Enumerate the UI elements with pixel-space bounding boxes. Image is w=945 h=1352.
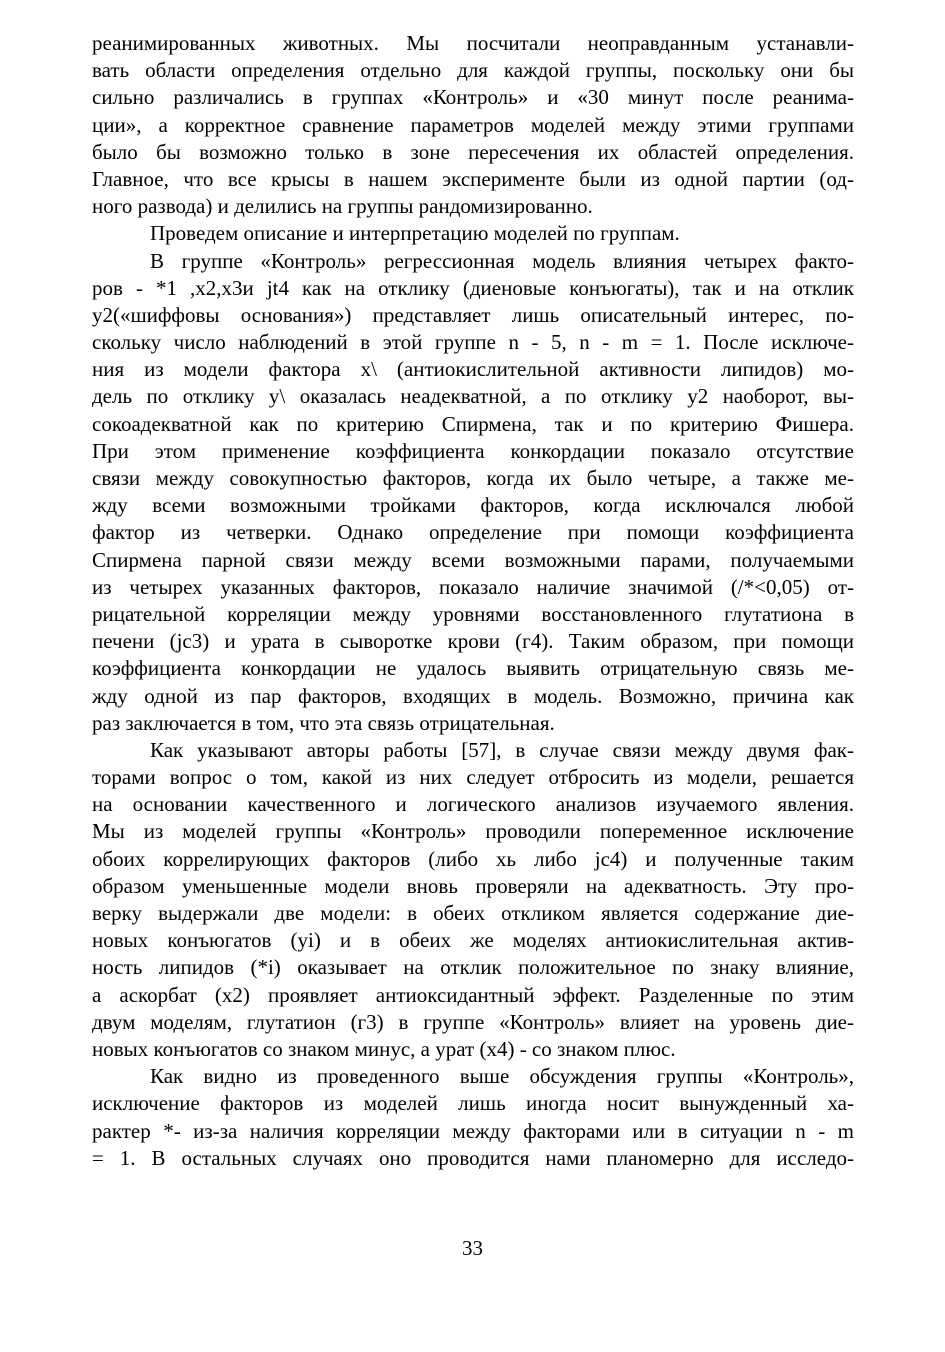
paragraph-2 [92, 220, 854, 247]
text-line: ность липидов (*i) оказывает на отклик положительное по знаку влияние, [92, 955, 854, 980]
text-line: жду всеми возможными тройками факторов, когда исключался любой [92, 493, 854, 518]
text-line: В группе «Контроль» регрессионная модель влияния четырех факто- [150, 248, 854, 273]
text-line: коэффициента конкордации не удалось выявить отрицательную связь ме- [92, 656, 854, 681]
text-line: ния из модели фактора x\ (антиокислительной активности липидов) мо- [92, 357, 854, 382]
text-line: Как указывают авторы работы [57], в случае связи между двумя фак- [150, 737, 854, 762]
text-line: = 1. В остальных случаях оно проводится нами планомерно для исследо- [92, 1145, 854, 1170]
text-line: ного развода) и делились на группы рандомизированно. [92, 194, 593, 219]
text-line: фактор из четверки. Однако определение при помощи коэффициента [92, 520, 854, 545]
text-line: Проведем описание и интерпретацию моделей по группам. [150, 221, 680, 246]
paragraph-3 [92, 248, 854, 737]
text-line: двум моделям, глутатион (г3) в группе «Контроль» влияет на уровень дие- [92, 1009, 854, 1034]
text-line: вать области определения отдельно для каждой группы, поскольку они бы [92, 58, 854, 83]
page-body [92, 30, 854, 1172]
text-line: сильно различались в группах «Контроль» и «30 минут после реанима- [92, 85, 854, 110]
text-line: исключение факторов из моделей лишь иногда носит вынужденный ха- [92, 1091, 854, 1116]
paragraph-1 [92, 30, 854, 220]
text-line: дель по отклику y\ оказалась неадекватной, а по отклику y2 наоборот, вы- [92, 384, 854, 409]
text-line: было бы возможно только в зоне пересечения их областей определения. [92, 139, 854, 164]
text-line: верку выдержали две модели: в обеих откликом является содержание дие- [92, 901, 854, 925]
text-line: из четырех указанных факторов, показало наличие значимой (/*<0,05) от- [92, 574, 854, 599]
text-line: сокоадекватной как по критерию Спирмена, так и по критерию Фишера. [92, 411, 854, 436]
text-line: рактер *- из-за наличия корреляции между факторами или в ситуации n - m [92, 1118, 854, 1143]
text-line: Спирмена парной связи между всеми возможными парами, получаемыми [92, 547, 854, 572]
paragraph-5 [92, 1063, 854, 1172]
text-line: обоих коррелирующих факторов (либо xь либо jc4) и полученные таким [92, 846, 854, 871]
text-line: При этом применение коэффициента конкордации показало отсутствие [92, 438, 854, 463]
text-line: ров - *1 ,x2,x3и jt4 как на отклику (диеновые конъюгаты), так и на отклик [92, 275, 854, 300]
paragraph-4 [92, 737, 854, 1063]
text-line: раз заключается в том, что эта связь отрицательная. [92, 710, 555, 735]
text-line: рицательной корреляции между уровнями восстановленного глутатиона в [92, 601, 854, 626]
text-line: Мы из моделей группы «Контроль» проводили попеременное исключение [92, 819, 854, 844]
text-line: новых конъюгатов (yi) и в обеих же моделях антиокислительная актив- [92, 928, 854, 953]
text-line: на основании качественного и логического анализов изучаемого явления. [92, 792, 854, 817]
text-line: Как видно из проведенного выше обсуждения группы «Контроль», [150, 1064, 854, 1089]
text-line: скольку число наблюдений в этой группе n - 5, n - m = 1. После исключе- [92, 330, 854, 355]
text-line: ции», а корректное сравнение параметров моделей между этими группами [92, 112, 854, 137]
text-line: торами вопрос о том, какой из них следует отбросить из модели, решается [92, 765, 854, 790]
text-line: печени (jc3) и урата в сыворотке крови (г4). Таким образом, при помощи [92, 629, 854, 654]
page-number: 33 [462, 1236, 483, 1260]
text-line: а аскорбат (x2) проявляет антиоксидантный эффект. Разделенные по этим [92, 982, 854, 1007]
text-line: Главное, что все крысы в нашем эксперименте были из одной партии (од- [92, 166, 854, 191]
text-line: образом уменьшенные модели вновь проверяли на адекватность. Эту про- [92, 873, 854, 898]
text-line: новых конъюгатов со знаком минус, а урат (x4) - со знаком плюс. [92, 1036, 676, 1061]
text-line: связи между совокупностью факторов, когда их было четыре, а также ме- [92, 466, 854, 490]
text-line: жду одной из пар факторов, входящих в модель. Возможно, причина как [92, 683, 854, 708]
text-line: реанимированных животных. Мы посчитали неоправданным устанавли- [92, 31, 854, 55]
text-line: y2(«шиффовы основания») представляет лишь описательный интерес, по- [92, 302, 854, 327]
